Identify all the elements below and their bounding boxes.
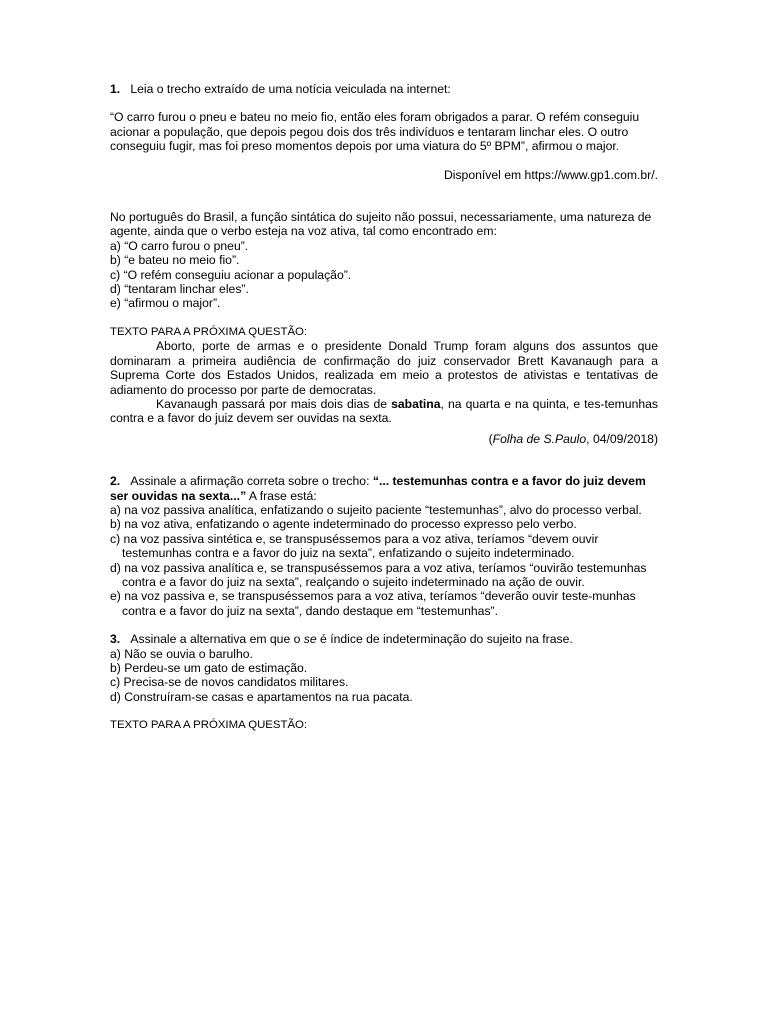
news-quote: “O carro furou o pneu e bateu no meio fio, então eles foram obrigados a parar. O refém conseguiu acionar a população, que depois pegou dois dos três indivíduos e tentaram linchar eles. O outro conseguiu fugir, mas foi preso momentos depois por uma viatura do 5º BPM”, afirmou o major. xyxy=(110,110,640,154)
option-d: d) “tentaram linchar eles”. xyxy=(110,282,249,297)
option-a: a) Não se ouvia o barulho. xyxy=(110,646,253,661)
text-header: TEXTO PARA A PRÓXIMA QUESTÃO: xyxy=(110,325,308,338)
citation: (Folha de S.Paulo, 04/09/2018) xyxy=(488,431,658,446)
option-e: e) “afirmou o major”. xyxy=(110,296,221,311)
question-3-prompt: 3. Assinale a alternativa em que o se é índice de indeterminação do sujeito na frase. xyxy=(110,632,573,647)
option-b: b) “e bateu no meio fio”. xyxy=(110,253,240,268)
question-1-prompt: 1. Leia o trecho extraído de uma notícia veiculada na internet: xyxy=(110,82,451,96)
option-d: d) Construíram-se casas e apartamentos na rua pacata. xyxy=(110,689,413,704)
question-number: 1 xyxy=(110,82,117,96)
option-e: e) na voz passiva e, se transpuséssemos para a voz ativa, teríamos “deverão ouvir teste-munhas contra e a favor do juiz na sexta”, dando destaque em “testemunhas”. xyxy=(110,589,636,618)
option-b: b) na voz ativa, enfatizando o agente indeterminado do processo expresso pelo verbo. xyxy=(110,517,577,532)
option-c: c) Precisa-se de novos candidatos militares. xyxy=(110,675,349,690)
passage-paragraph-1: Aborto, porte de armas e o presidente Donald Trump foram alguns dos assuntos que dominaram a primeira audiência de confirmação do juiz conservador Brett Kavanaugh para a Suprema Corte dos Estados Unidos, realizada em meio a protestos de ativistas e tentativas de adiamento do processo por parte de democratas. xyxy=(110,339,658,397)
question-statement: No português do Brasil, a função sintática do sujeito não possui, necessariamente, uma natureza de agente, ainda que o verbo esteja na voz ativa, tal como encontrado em: xyxy=(110,210,652,239)
option-c: c) “O refém conseguiu acionar a população”. xyxy=(110,267,352,282)
passage-paragraph-2: Kavanaugh passará por mais dois dias de sabatina, na quarta e na quinta, e tes-temunhas contra e a favor do juiz devem ser ouvidas na sexta. xyxy=(110,396,658,426)
option-a: a) na voz passiva analítica, enfatizando o sujeito paciente “testemunhas”, alvo do processo verbal. xyxy=(110,502,642,517)
option-d: d) na voz passiva analítica e, se transpuséssemos para a voz ativa, teríamos “ouvirão testemunhas contra e a favor do juiz na sexta”, realçando o sujeito indeterminado na ação de ouvir. xyxy=(110,560,647,589)
text-header: TEXTO PARA A PRÓXIMA QUESTÃO: xyxy=(110,719,308,732)
document-page xyxy=(110,82,658,733)
option-c: c) na voz passiva sintética e, se transpuséssemos para a voz ativa, teríamos “devem ouvir testemunhas contra e a favor do juiz na sexta”, enfatizando o sujeito indeterminado. xyxy=(110,531,599,561)
question-number: 3 xyxy=(110,632,117,647)
option-a: a) “O carro furou o pneu”. xyxy=(110,238,249,253)
question-number: 2 xyxy=(110,474,117,489)
source-line: Disponível em https://www.gp1.com.br/. xyxy=(443,167,658,182)
question-2-prompt: 2. Assinale a afirmação correta sobre o trecho: “... testemunhas contra e a favor do juiz devem ser ouvidas na sexta...” A frase está: xyxy=(110,474,646,503)
question-text: Leia o trecho extraído de uma notícia veiculada na internet: xyxy=(130,82,451,96)
option-b: b) Perdeu-se um gato de estimação. xyxy=(110,661,308,675)
